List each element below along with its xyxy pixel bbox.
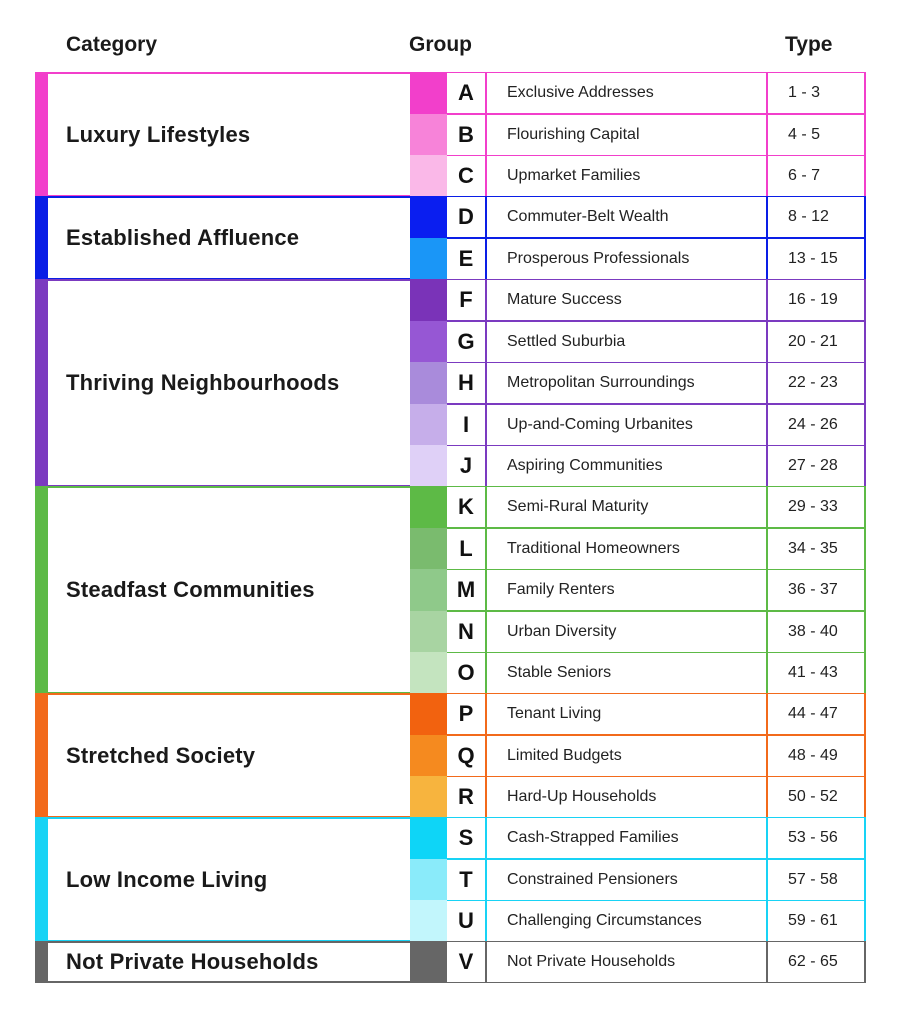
group-name: Aspiring Communities (485, 445, 767, 487)
category-name: Thriving Neighbourhoods (48, 279, 410, 487)
category-name: Stretched Society (48, 693, 410, 818)
group-letter: M (447, 569, 485, 611)
group-letter: D (447, 196, 485, 238)
group-type-range: 53 - 56 (767, 817, 866, 859)
group-color-swatch (410, 321, 447, 363)
group-color-swatch (410, 486, 447, 528)
category-name: Steadfast Communities (48, 486, 410, 694)
group-type-range: 29 - 33 (767, 486, 866, 528)
group-rows (410, 72, 866, 197)
group-row (410, 72, 866, 114)
group-type-range: 44 - 47 (767, 693, 866, 735)
group-name: Stable Seniors (485, 652, 767, 694)
group-type-range: 59 - 61 (767, 900, 866, 942)
group-row (410, 196, 866, 238)
group-color-swatch (410, 528, 447, 570)
group-row (410, 941, 866, 983)
group-type-range: 22 - 23 (767, 362, 866, 404)
group-letter: H (447, 362, 485, 404)
group-name: Urban Diversity (485, 611, 767, 653)
group-row (410, 776, 866, 818)
group-type-range: 6 - 7 (767, 155, 866, 197)
group-color-swatch (410, 196, 447, 238)
category-color-bar (35, 817, 48, 942)
group-color-swatch (410, 859, 447, 901)
group-row (410, 859, 866, 901)
group-color-swatch (410, 445, 447, 487)
group-color-swatch (410, 776, 447, 818)
group-rows (410, 486, 866, 694)
group-color-swatch (410, 72, 447, 114)
group-row (410, 569, 866, 611)
category-color-bar (35, 279, 48, 487)
group-row (410, 321, 866, 363)
group-row (410, 155, 866, 197)
group-row (410, 528, 866, 570)
group-name: Flourishing Capital (485, 114, 767, 156)
group-letter: K (447, 486, 485, 528)
group-letter: Q (447, 735, 485, 777)
group-row (410, 611, 866, 653)
group-color-swatch (410, 817, 447, 859)
group-name: Prosperous Professionals (485, 238, 767, 280)
category-block (35, 486, 866, 694)
category-block (35, 693, 866, 818)
group-type-range: 8 - 12 (767, 196, 866, 238)
group-rows (410, 817, 866, 942)
category-color-bar (35, 941, 48, 983)
group-row (410, 362, 866, 404)
group-name: Family Renters (485, 569, 767, 611)
group-letter: V (447, 941, 485, 983)
group-letter: R (447, 776, 485, 818)
group-letter: U (447, 900, 485, 942)
group-name: Constrained Pensioners (485, 859, 767, 901)
group-letter: J (447, 445, 485, 487)
group-name: Mature Success (485, 279, 767, 321)
group-type-range: 34 - 35 (767, 528, 866, 570)
group-letter: C (447, 155, 485, 197)
group-type-range: 1 - 3 (767, 72, 866, 114)
group-rows (410, 196, 866, 280)
group-name: Not Private Households (485, 941, 767, 983)
group-name: Up-and-Coming Urbanites (485, 404, 767, 446)
group-name: Upmarket Families (485, 155, 767, 197)
group-letter: I (447, 404, 485, 446)
category-color-bar (35, 486, 48, 694)
group-name: Tenant Living (485, 693, 767, 735)
group-row (410, 445, 866, 487)
group-color-swatch (410, 279, 447, 321)
category-block (35, 941, 866, 983)
group-type-range: 27 - 28 (767, 445, 866, 487)
group-letter: O (447, 652, 485, 694)
group-row (410, 693, 866, 735)
group-row (410, 817, 866, 859)
category-name: Established Affluence (48, 196, 410, 280)
category-color-bar (35, 72, 48, 197)
category-name: Luxury Lifestyles (48, 72, 410, 197)
type-header: Type (785, 33, 833, 56)
group-type-range: 36 - 37 (767, 569, 866, 611)
group-type-range: 57 - 58 (767, 859, 866, 901)
group-letter: F (447, 279, 485, 321)
category-block (35, 72, 866, 197)
group-type-range: 16 - 19 (767, 279, 866, 321)
group-row (410, 404, 866, 446)
group-name: Semi-Rural Maturity (485, 486, 767, 528)
group-type-range: 13 - 15 (767, 238, 866, 280)
category-color-bar (35, 196, 48, 280)
group-color-swatch (410, 693, 447, 735)
group-color-swatch (410, 155, 447, 197)
group-row (410, 735, 866, 777)
group-color-swatch (410, 362, 447, 404)
group-color-swatch (410, 404, 447, 446)
group-type-range: 41 - 43 (767, 652, 866, 694)
group-letter: S (447, 817, 485, 859)
group-type-range: 20 - 21 (767, 321, 866, 363)
group-color-swatch (410, 900, 447, 942)
group-letter: N (447, 611, 485, 653)
group-type-range: 38 - 40 (767, 611, 866, 653)
group-name: Limited Budgets (485, 735, 767, 777)
group-type-range: 24 - 26 (767, 404, 866, 446)
group-letter: A (447, 72, 485, 114)
category-block (35, 279, 866, 487)
group-letter: B (447, 114, 485, 156)
group-type-range: 50 - 52 (767, 776, 866, 818)
group-row (410, 486, 866, 528)
group-name: Exclusive Addresses (485, 72, 767, 114)
group-name: Settled Suburbia (485, 321, 767, 363)
group-color-swatch (410, 114, 447, 156)
group-name: Commuter-Belt Wealth (485, 196, 767, 238)
category-color-bar (35, 693, 48, 818)
group-color-swatch (410, 941, 447, 983)
group-row (410, 238, 866, 280)
group-row (410, 114, 866, 156)
group-row (410, 652, 866, 694)
group-rows (410, 693, 866, 818)
group-color-swatch (410, 735, 447, 777)
classification-table (35, 72, 866, 983)
group-color-swatch (410, 238, 447, 280)
group-name: Metropolitan Surroundings (485, 362, 767, 404)
category-block (35, 817, 866, 942)
group-rows (410, 941, 866, 983)
group-name: Challenging Circumstances (485, 900, 767, 942)
group-header: Group (409, 33, 472, 56)
category-header: Category (66, 33, 158, 56)
group-name: Traditional Homeowners (485, 528, 767, 570)
category-name: Not Private Households (48, 941, 410, 983)
group-row (410, 279, 866, 321)
group-type-range: 4 - 5 (767, 114, 866, 156)
group-letter: E (447, 238, 485, 280)
group-letter: G (447, 321, 485, 363)
group-color-swatch (410, 652, 447, 694)
group-name: Cash-Strapped Families (485, 817, 767, 859)
group-type-range: 48 - 49 (767, 735, 866, 777)
group-color-swatch (410, 611, 447, 653)
group-row (410, 900, 866, 942)
group-letter: P (447, 693, 485, 735)
group-color-swatch (410, 569, 447, 611)
group-letter: L (447, 528, 485, 570)
group-name: Hard-Up Households (485, 776, 767, 818)
group-rows (410, 279, 866, 487)
group-type-range: 62 - 65 (767, 941, 866, 983)
category-block (35, 196, 866, 280)
group-letter: T (447, 859, 485, 901)
category-name: Low Income Living (48, 817, 410, 942)
